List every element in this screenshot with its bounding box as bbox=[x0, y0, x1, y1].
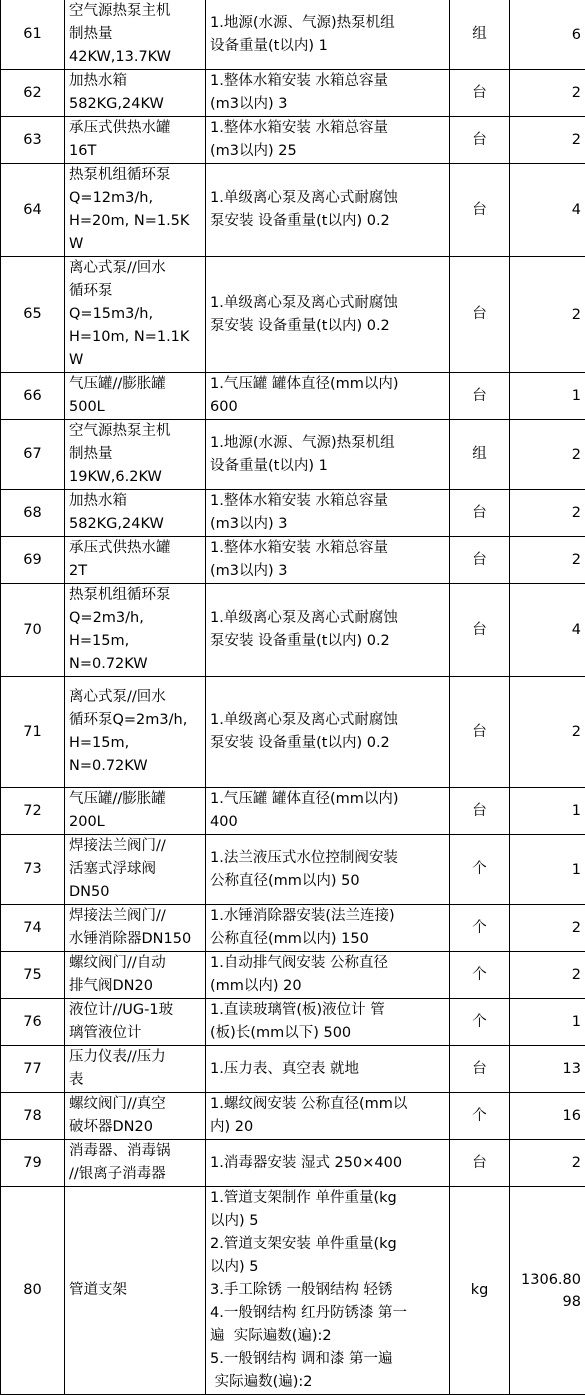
table-row bbox=[1, 1093, 585, 1140]
unit-cell: 个 bbox=[450, 1093, 510, 1140]
item-number-cell: 73 bbox=[1, 835, 65, 905]
table-row bbox=[1, 1140, 585, 1187]
quantity-cell: 2 bbox=[510, 537, 585, 584]
item-name-cell: 液位计//UG-1玻 璃管液位计 bbox=[65, 999, 206, 1046]
item-number-cell: 80 bbox=[1, 1187, 65, 1395]
item-number-cell: 77 bbox=[1, 1046, 65, 1093]
unit-cell: kg bbox=[450, 1187, 510, 1395]
quantity-cell: 1 bbox=[510, 835, 585, 905]
quantity-cell: 16 bbox=[510, 1093, 585, 1140]
item-name-cell: 焊接法兰阀门// 水锤消除器DN150 bbox=[65, 905, 206, 952]
item-name-cell: 承压式供热水罐 16T bbox=[65, 117, 206, 164]
item-name-cell: 离心式泵//回水 循环泵 Q=15m3/h, H=10m, N=1.1KW bbox=[65, 257, 206, 373]
quantity-cell: 2 bbox=[510, 70, 585, 117]
unit-cell: 台 bbox=[450, 584, 510, 677]
item-description-cell: 1.整体水箱安装 水箱总容量 (m3以内) 3 bbox=[206, 537, 450, 584]
quantity-cell: 2 bbox=[510, 117, 585, 164]
item-name-cell: 加热水箱 582KG,24KW bbox=[65, 70, 206, 117]
table-row bbox=[1, 164, 585, 257]
quantity-cell: 2 bbox=[510, 677, 585, 788]
item-description-cell: 1.地源(水源、气源)热泵机组 设备重量(t以内) 1 bbox=[206, 420, 450, 490]
item-number-cell: 66 bbox=[1, 373, 65, 420]
quantity-cell: 2 bbox=[510, 420, 585, 490]
unit-cell: 台 bbox=[450, 1046, 510, 1093]
item-name-cell: 热泵机组循环泵 Q=12m3/h, H=20m, N=1.5KW bbox=[65, 164, 206, 257]
item-description-cell: 1.气压罐 罐体直径(mm以内) 600 bbox=[206, 373, 450, 420]
unit-cell: 个 bbox=[450, 952, 510, 999]
item-name-cell: 消毒器、消毒锅 //银离子消毒器 bbox=[65, 1140, 206, 1187]
table-row bbox=[1, 584, 585, 677]
item-description-cell: 1.水锤消除器安装(法兰连接) 公称直径(mm以内) 150 bbox=[206, 905, 450, 952]
item-name-cell: 离心式泵//回水 循环泵Q=2m3/h, H=15m, N=0.72KW bbox=[65, 677, 206, 788]
table-row bbox=[1, 420, 585, 490]
unit-cell: 台 bbox=[450, 490, 510, 537]
unit-cell: 个 bbox=[450, 999, 510, 1046]
unit-cell: 台 bbox=[450, 257, 510, 373]
item-number-cell: 75 bbox=[1, 952, 65, 999]
item-number-cell: 70 bbox=[1, 584, 65, 677]
table-row bbox=[1, 788, 585, 835]
table-row bbox=[1, 677, 585, 788]
item-number-cell: 64 bbox=[1, 164, 65, 257]
quantity-cell: 4 bbox=[510, 164, 585, 257]
unit-cell: 台 bbox=[450, 373, 510, 420]
item-description-cell: 1.自动排气阀安装 公称直径 (mm以内) 20 bbox=[206, 952, 450, 999]
item-description-cell: 1.消毒器安装 湿式 250×400 bbox=[206, 1140, 450, 1187]
item-number-cell: 76 bbox=[1, 999, 65, 1046]
item-description-cell: 1.整体水箱安装 水箱总容量 (m3以内) 3 bbox=[206, 490, 450, 537]
item-name-cell: 焊接法兰阀门// 活塞式浮球阀 DN50 bbox=[65, 835, 206, 905]
table-row bbox=[1, 0, 585, 70]
item-description-cell: 1.直读玻璃管(板)液位计 管 (板)长(mm以下) 500 bbox=[206, 999, 450, 1046]
table-body bbox=[1, 0, 585, 1395]
item-name-cell: 压力仪表//压力 表 bbox=[65, 1046, 206, 1093]
item-name-cell: 热泵机组循环泵 Q=2m3/h, H=15m, N=0.72KW bbox=[65, 584, 206, 677]
item-number-cell: 68 bbox=[1, 490, 65, 537]
item-number-cell: 74 bbox=[1, 905, 65, 952]
unit-cell: 台 bbox=[450, 1140, 510, 1187]
quantity-cell: 1 bbox=[510, 788, 585, 835]
item-name-cell: 承压式供热水罐 2T bbox=[65, 537, 206, 584]
table-row bbox=[1, 257, 585, 373]
unit-cell: 台 bbox=[450, 788, 510, 835]
table-row bbox=[1, 70, 585, 117]
item-description-cell: 1.螺纹阀安装 公称直径(mm以 内) 20 bbox=[206, 1093, 450, 1140]
item-name-cell: 加热水箱 582KG,24KW bbox=[65, 490, 206, 537]
quantity-cell: 1 bbox=[510, 999, 585, 1046]
unit-cell: 台 bbox=[450, 117, 510, 164]
item-number-cell: 61 bbox=[1, 0, 65, 70]
item-number-cell: 79 bbox=[1, 1140, 65, 1187]
quantity-cell: 2 bbox=[510, 905, 585, 952]
item-description-cell: 1.管道支架制作 单件重量(kg 以内) 5 2.管道支架安装 单件重量(kg 以内) 5 3.手工除锈 一般钢结构 轻锈 4.一般钢结构 红丹防锈漆 第一 遍 实际遍数(遍):2 5.一般钢结构 调和漆 第一遍 实际遍数(遍):2 bbox=[206, 1187, 450, 1395]
item-name-cell: 气压罐//膨胀罐 500L bbox=[65, 373, 206, 420]
table-row bbox=[1, 490, 585, 537]
unit-cell: 组 bbox=[450, 0, 510, 70]
quantity-cell: 1306.80 98 bbox=[510, 1187, 585, 1395]
unit-cell: 个 bbox=[450, 905, 510, 952]
item-number-cell: 72 bbox=[1, 788, 65, 835]
item-description-cell: 1.气压罐 罐体直径(mm以内) 400 bbox=[206, 788, 450, 835]
table-row bbox=[1, 999, 585, 1046]
quantity-cell: 1 bbox=[510, 373, 585, 420]
item-number-cell: 67 bbox=[1, 420, 65, 490]
unit-cell: 台 bbox=[450, 70, 510, 117]
item-description-cell: 1.单级离心泵及离心式耐腐蚀 泵安装 设备重量(t以内) 0.2 bbox=[206, 584, 450, 677]
item-description-cell: 1.整体水箱安装 水箱总容量 (m3以内) 25 bbox=[206, 117, 450, 164]
item-number-cell: 69 bbox=[1, 537, 65, 584]
unit-cell: 个 bbox=[450, 835, 510, 905]
item-name-cell: 管道支架 bbox=[65, 1187, 206, 1395]
table-row bbox=[1, 537, 585, 584]
quantity-cell: 2 bbox=[510, 1140, 585, 1187]
quantity-cell: 2 bbox=[510, 257, 585, 373]
quantity-cell: 6 bbox=[510, 0, 585, 70]
quantity-cell: 2 bbox=[510, 952, 585, 999]
table-row bbox=[1, 373, 585, 420]
unit-cell: 台 bbox=[450, 677, 510, 788]
item-description-cell: 1.压力表、真空表 就地 bbox=[206, 1046, 450, 1093]
item-description-cell: 1.整体水箱安装 水箱总容量 (m3以内) 3 bbox=[206, 70, 450, 117]
item-number-cell: 65 bbox=[1, 257, 65, 373]
unit-cell: 台 bbox=[450, 537, 510, 584]
table-row bbox=[1, 1046, 585, 1093]
quantity-cell: 4 bbox=[510, 584, 585, 677]
table-row bbox=[1, 835, 585, 905]
quantity-cell: 13 bbox=[510, 1046, 585, 1093]
item-number-cell: 71 bbox=[1, 677, 65, 788]
table-row bbox=[1, 117, 585, 164]
item-name-cell: 空气源热泵主机 制热量 42KW,13.7KW bbox=[65, 0, 206, 70]
item-name-cell: 空气源热泵主机 制热量 19KW,6.2KW bbox=[65, 420, 206, 490]
unit-cell: 组 bbox=[450, 420, 510, 490]
item-number-cell: 62 bbox=[1, 70, 65, 117]
item-number-cell: 78 bbox=[1, 1093, 65, 1140]
item-description-cell: 1.单级离心泵及离心式耐腐蚀 泵安装 设备重量(t以内) 0.2 bbox=[206, 164, 450, 257]
item-description-cell: 1.单级离心泵及离心式耐腐蚀 泵安装 设备重量(t以内) 0.2 bbox=[206, 677, 450, 788]
table-row bbox=[1, 905, 585, 952]
item-description-cell: 1.地源(水源、气源)热泵机组 设备重量(t以内) 1 bbox=[206, 0, 450, 70]
item-name-cell: 气压罐//膨胀罐 200L bbox=[65, 788, 206, 835]
item-description-cell: 1.法兰液压式水位控制阀安装 公称直径(mm以内) 50 bbox=[206, 835, 450, 905]
item-name-cell: 螺纹阀门//自动 排气阀DN20 bbox=[65, 952, 206, 999]
item-description-cell: 1.单级离心泵及离心式耐腐蚀 泵安装 设备重量(t以内) 0.2 bbox=[206, 257, 450, 373]
item-name-cell: 螺纹阀门//真空 破坏器DN20 bbox=[65, 1093, 206, 1140]
item-number-cell: 63 bbox=[1, 117, 65, 164]
table-row bbox=[1, 1187, 585, 1395]
quantity-cell: 2 bbox=[510, 490, 585, 537]
table-row bbox=[1, 952, 585, 999]
unit-cell: 台 bbox=[450, 164, 510, 257]
